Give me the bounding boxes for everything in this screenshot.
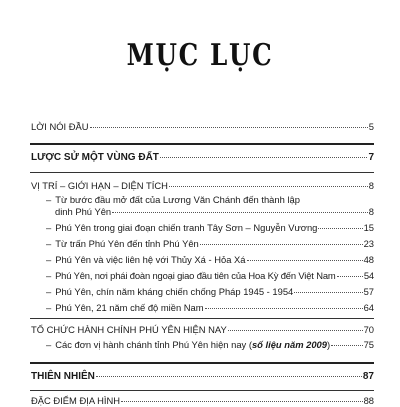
toc-entry-page: 57 (363, 286, 374, 297)
toc-entry-admin-units[interactable] (46, 339, 374, 351)
leader-dots (112, 212, 368, 213)
toc-entry-label: THIÊN NHIÊN (31, 371, 95, 382)
leader-dots (200, 244, 363, 245)
toc-entry-label: Phú Yên và việc liên hệ với Thủy Xá - Hỏa Xá (55, 254, 246, 265)
leader-dots (121, 401, 362, 402)
toc-entry-terrain[interactable] (31, 395, 374, 407)
toc-entry-label: VỊ TRÍ – GIỚI HẠN – DIỆN TÍCH (31, 180, 168, 191)
label-text: Các đơn vị hành chánh tỉnh Phú Yên hiện nay ( (55, 339, 252, 350)
leader-dots (247, 260, 363, 261)
bullet: – (46, 286, 52, 297)
leader-dots (96, 376, 362, 377)
leader-dots (228, 330, 363, 331)
leader-dots (331, 345, 362, 346)
toc-entry-french-war[interactable] (46, 286, 374, 298)
section-divider (30, 143, 374, 145)
bullet: – (46, 254, 52, 265)
bullet: – (46, 302, 52, 313)
toc-entry-label: Phú Yên, chín năm kháng chiến chống Pháp 1945 - 1954 (55, 286, 294, 297)
toc-entry-page: 23 (363, 238, 374, 249)
toc-entry-page: 64 (363, 302, 374, 313)
toc-entry-thuy-xa[interactable] (46, 254, 374, 266)
toc-entry-page: 54 (363, 270, 374, 281)
toc-entry-page: 15 (363, 222, 374, 233)
toc-entry-page: 48 (363, 254, 374, 265)
leader-dots (294, 292, 362, 293)
toc-entry-label: Từ trấn Phú Yên đến tỉnh Phú Yên (55, 238, 199, 249)
toc-entry-label: dinh Phú Yên (55, 206, 112, 217)
toc-entry-label: Phú Yên trong giai đoạn chiến tranh Tây Sơn – Nguyễn Vương (55, 222, 318, 233)
toc-entry-founding-line1[interactable] (46, 194, 300, 206)
toc-entry-label: Phú Yên, 21 năm chế độ miền Nam (55, 302, 204, 313)
bullet: – (46, 194, 52, 205)
toc-entry-label: LỜI NÓI ĐẦU (31, 121, 89, 132)
toc-entry-foreword[interactable] (31, 121, 374, 133)
toc-entry-page: 8 (368, 206, 374, 217)
section-divider (30, 172, 374, 173)
bullet: – (46, 339, 52, 350)
section-divider (30, 390, 374, 391)
toc-entry-label: Từ bước đầu mở đất của Lương Văn Chánh đến thành lập (55, 194, 300, 205)
leader-dots (90, 127, 368, 128)
toc-entry-location[interactable] (31, 180, 374, 192)
toc-entry-tayson[interactable] (46, 222, 374, 234)
toc-entry-page: 7 (368, 152, 374, 163)
leader-dots (337, 276, 363, 277)
toc-entry-label: Phú Yên, nơi phái đoàn ngoại giao đầu tiên của Hoa Kỳ đến Việt Nam (55, 270, 336, 281)
label-close: ) (327, 339, 331, 350)
bullet: – (46, 238, 52, 249)
leader-dots (318, 228, 362, 229)
label-emphasis: số liệu năm 2009 (251, 339, 327, 350)
toc-entry-nature[interactable] (31, 371, 374, 383)
leader-dots (169, 186, 368, 187)
toc-entry-us-delegation[interactable] (46, 270, 374, 282)
bullet: – (46, 270, 52, 281)
toc-entry-label (55, 339, 330, 351)
toc-entry-page: 5 (368, 121, 374, 132)
toc-entry-label: TỔ CHỨC HÀNH CHÍNH PHÚ YÊN HIỆN NAY (31, 324, 227, 335)
toc-entry-label: ĐẶC ĐIỂM ĐỊA HÌNH (31, 395, 121, 406)
leader-dots (160, 157, 368, 158)
section-divider (30, 318, 374, 319)
toc-entry-southern-regime[interactable] (46, 302, 374, 314)
toc-entry-history[interactable] (31, 152, 374, 164)
toc-entry-page: 8 (368, 180, 374, 191)
toc-entry-label: LƯỢC SỬ MỘT VÙNG ĐẤT (31, 152, 159, 163)
section-divider (30, 362, 374, 364)
toc-entry-page: 75 (363, 339, 374, 350)
toc-entry-administration[interactable] (31, 324, 374, 336)
bullet: – (46, 222, 52, 233)
toc-entry-founding[interactable] (55, 206, 374, 218)
toc-entry-page: 70 (363, 324, 374, 335)
leader-dots (205, 308, 363, 309)
toc-entry-tran-to-tinh[interactable] (46, 238, 374, 250)
toc-entry-page: 87 (362, 371, 374, 382)
toc-entry-page: 88 (363, 395, 374, 406)
toc-title: MỤC LỤC (126, 38, 274, 73)
